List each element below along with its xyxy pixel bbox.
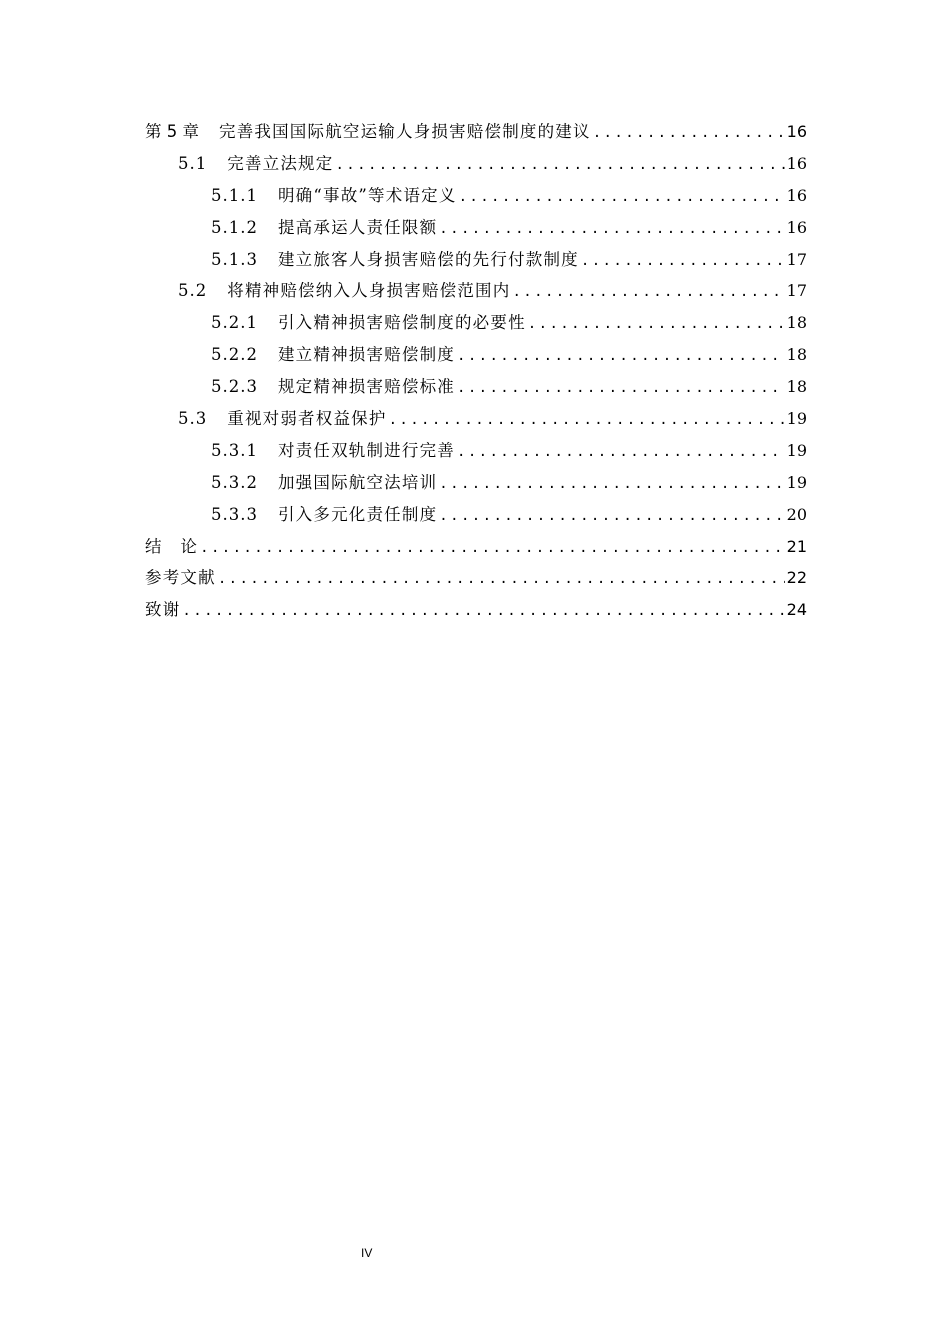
toc-entry-5-3-2[interactable]	[145, 467, 807, 499]
toc-entry-title: 重视对弱者权益保护	[227, 409, 387, 429]
toc-leader-dots	[182, 596, 784, 628]
toc-leader-dots	[457, 437, 785, 469]
toc-entry-page: 16	[786, 217, 807, 237]
toc-entry-page: 16	[786, 185, 807, 205]
toc-entry-5-3-1[interactable]	[145, 435, 807, 467]
toc-entry-title: 引入多元化责任制度	[277, 504, 438, 524]
toc-entry-number: 5.3.3	[211, 504, 258, 524]
toc-leader-dots	[593, 118, 785, 150]
toc-entry-title: 提高承运人责任限额	[277, 217, 438, 237]
toc-entry-5-2-1[interactable]	[145, 307, 807, 339]
toc-leader-dots	[581, 246, 785, 278]
toc-entry-number: 5.1.1	[211, 185, 258, 205]
toc-entry-page: 19	[786, 409, 807, 429]
toc-entry-page: 18	[786, 345, 807, 365]
toc-leader-dots	[200, 533, 785, 565]
toc-entry-page: 21	[786, 536, 807, 556]
toc-entry-5-1-3[interactable]	[145, 244, 807, 276]
page-number-footer: IV	[361, 1246, 373, 1260]
toc-entry-title: 参考文献	[145, 568, 216, 588]
toc-entry-page: 18	[786, 313, 807, 333]
toc-entry-title: 致谢	[145, 600, 181, 620]
toc-leader-dots	[457, 373, 785, 405]
toc-entry-5-2-3[interactable]	[145, 371, 807, 403]
toc-entry-title: 加强国际航空法培训	[277, 472, 438, 492]
toc-entry-title: 完善我国国际航空运输人身损害赔偿制度的建议	[219, 122, 591, 141]
toc-entry-references[interactable]	[145, 562, 807, 594]
toc-leader-dots	[512, 277, 784, 309]
toc-entry-chapter-5[interactable]	[145, 116, 807, 148]
toc-entry-title: 完善立法规定	[227, 153, 334, 173]
toc-entry-page: 19	[786, 472, 807, 492]
toc-entry-title: 建立精神损害赔偿制度	[277, 345, 455, 365]
toc-entry-number: 5.2.1	[211, 313, 258, 333]
toc-entry-title: 结 论	[145, 536, 199, 556]
toc-entry-page: 17	[786, 281, 807, 301]
toc-entry-number: 5.2.2	[211, 345, 258, 365]
toc-entry-number: 第 5 章	[145, 122, 199, 141]
toc-entry-title: 引入精神损害赔偿制度的必要性	[277, 313, 526, 333]
toc-entry-page: 18	[786, 377, 807, 397]
toc-leader-dots	[439, 501, 784, 533]
toc-leader-dots	[459, 182, 785, 214]
toc-entry-5-2[interactable]	[145, 275, 807, 307]
toc-entry-number: 5.2.3	[211, 377, 258, 397]
toc-entry-page: 16	[786, 122, 807, 141]
toc-entry-5-2-2[interactable]	[145, 339, 807, 371]
toc-entry-title: 规定精神损害赔偿标准	[277, 377, 455, 397]
toc-entry-title: 将精神赔偿纳入人身损害赔偿范围内	[227, 281, 511, 301]
toc-entry-5-1-1[interactable]	[145, 180, 807, 212]
toc-entry-number: 5.1.2	[211, 217, 258, 237]
toc-entry-page: 24	[786, 600, 807, 620]
toc-entry-conclusion[interactable]	[145, 531, 807, 563]
toc-entry-title: 明确“事故”等术语定义	[277, 185, 457, 205]
toc-leader-dots	[457, 341, 785, 373]
toc-leader-dots	[389, 405, 785, 437]
toc-leader-dots	[439, 214, 784, 246]
toc-entry-title: 对责任双轨制进行完善	[277, 440, 455, 460]
toc-entry-page: 17	[786, 249, 807, 269]
toc-entry-5-1[interactable]	[145, 148, 807, 180]
toc-entry-number: 5.1	[178, 153, 208, 173]
toc-entry-page: 20	[786, 504, 807, 524]
toc-leader-dots	[218, 564, 785, 596]
toc-entry-5-1-2[interactable]	[145, 212, 807, 244]
toc-entry-title: 建立旅客人身损害赔偿的先行付款制度	[277, 249, 579, 269]
toc-entry-number: 5.3.2	[211, 472, 258, 492]
toc-leader-dots	[335, 150, 784, 182]
toc-entry-5-3[interactable]	[145, 403, 807, 435]
table-of-contents	[145, 116, 807, 626]
toc-entry-page: 22	[786, 568, 807, 588]
toc-leader-dots	[528, 309, 785, 341]
toc-entry-page: 16	[786, 153, 807, 173]
toc-entry-number: 5.1.3	[211, 249, 258, 269]
toc-entry-5-3-3[interactable]	[145, 499, 807, 531]
toc-entry-number: 5.3	[178, 409, 208, 429]
toc-entry-page: 19	[786, 440, 807, 460]
toc-leader-dots	[439, 469, 784, 501]
toc-entry-number: 5.2	[178, 281, 208, 301]
toc-entry-acknowledgements[interactable]	[145, 594, 807, 626]
toc-entry-number: 5.3.1	[211, 440, 258, 460]
